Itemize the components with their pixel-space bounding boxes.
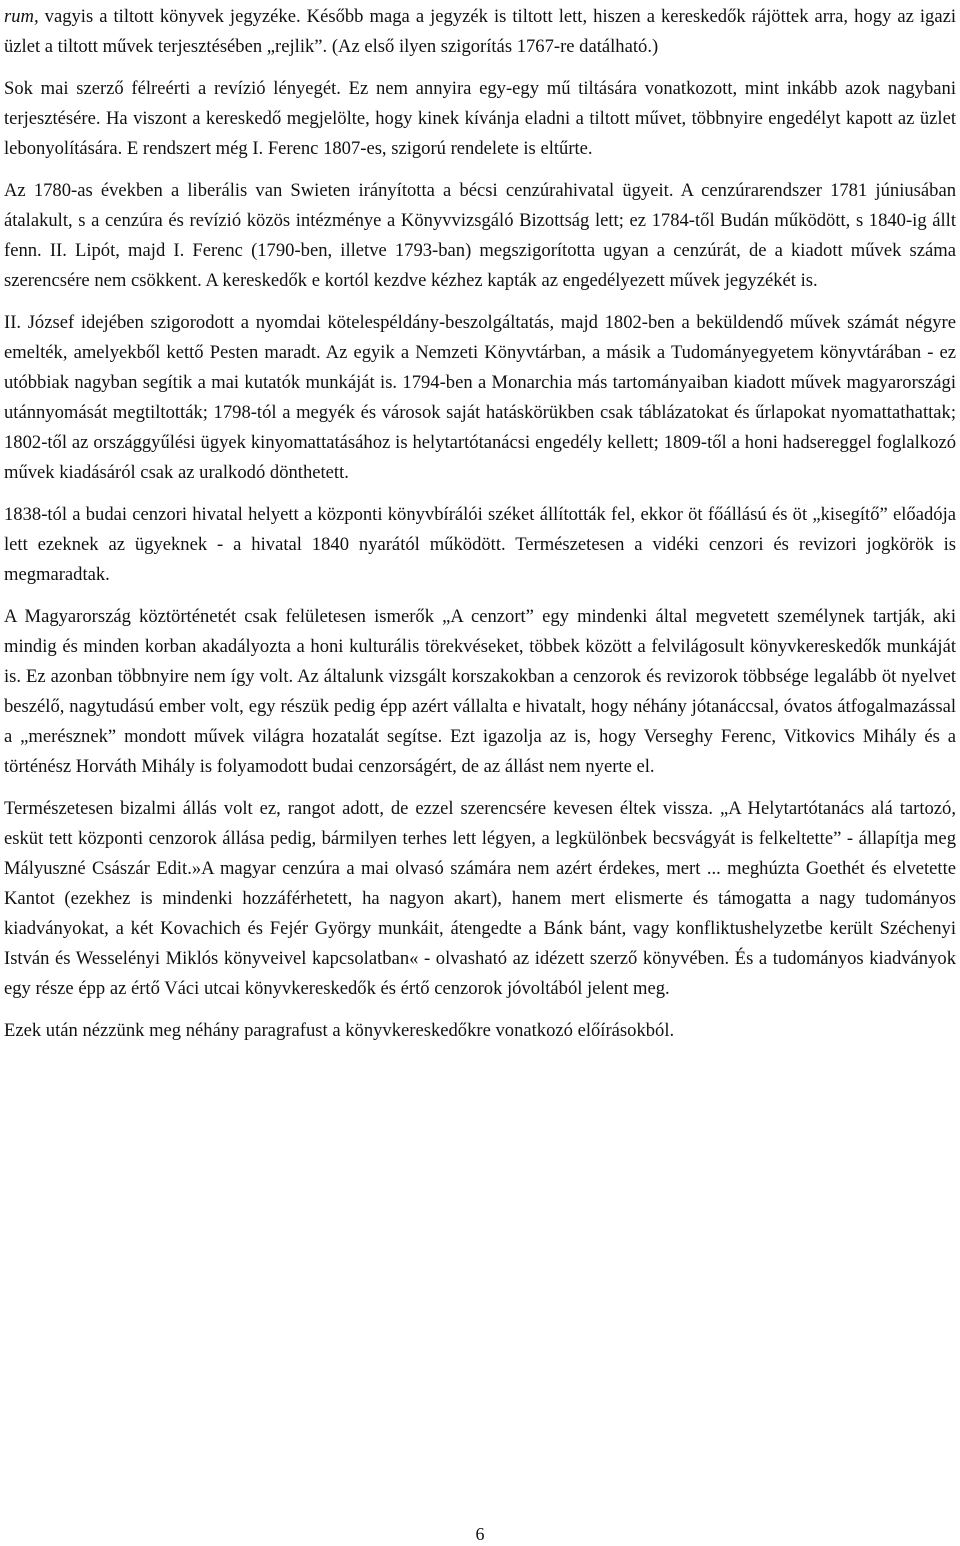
page-number: 6 <box>475 1524 485 1544</box>
paragraph-8: Ezek után nézzünk meg néhány paragrafust a könyvkereskedőkre vonatkozó előírásokból. <box>4 1020 675 1041</box>
paragraph-1-text: vagyis a tiltott könyvek jegyzéke. Később maga a jegyzék is tiltott lett, hiszen a kereskedők rájöttek arra, hogy az igazi üzlet a tiltott művek terjesztésében „rejlik”. (Az első ilyen szigorítás 1767-re datálható.) <box>4 6 956 57</box>
paragraph-1 <box>4 2 956 62</box>
body-text <box>4 0 956 1046</box>
paragraph-1-italic-prefix: rum, <box>4 6 39 27</box>
paragraph-4: II. József idejében szigorodott a nyomdai kötelespéldány-beszolgáltatás, majd 1802-ben a beküldendő művek számát négyre emelték, amelyekből kettő Pesten maradt. Az egyik a Nemzeti Könyvtárban, a másik a Tudományegyetem könyvtárában - ez utóbbiak nagyban segítik a mai kutatók munkáját is. 1794-ben a Monarchia más tartományaiban kiadott művek magyarországi utánnyomását megtiltották; 1798-tól a megyék és városok saját hatáskörükben csak táblázatokat és űrlapokat nyomattathattak; 1802-től az országgyűlési ügyek kinyomattatásához is helytartótanácsi engedély kellett; 1809-től a honi hadsereggel foglalkozó művek kiadásáról csak az uralkodó dönthetett. <box>4 312 956 483</box>
paragraph-6: A Magyarország köztörténetét csak felületesen ismerők „A cenzort” egy mindenki által megvetett személynek tartják, aki mindig és minden korban akadályozta a honi kulturális törekvéseket, többek között a felvilágosult könyvkereskedők munkáját is. Ez azonban többnyire nem így volt. Az általunk vizsgált korszakokban a cenzorok és revizorok többsége legalább öt nyelvet beszélő, nagytudású ember volt, egy részük pedig épp azért vállalta e hivatalt, hogy néhány jótanáccsal, óvatos átfogalmazással a „merésznek” mondott művek világra hozatalát segítse. Ezt igazolja az is, hogy Verseghy Ferenc, Vitkovics Mihály és a történész Horváth Mihály is folyamodott budai cenzorságért, de az állást nem nyerte el. <box>4 606 956 777</box>
paragraph-2: Sok mai szerző félreérti a revízió lényegét. Ez nem annyira egy-egy mű tiltására vonatkozott, mint inkább azok nagybani terjesztésére. Ha viszont a kereskedő megjelölte, hogy kinek kívánja eladni a tiltott művet, többnyire engedélyt kapott az üzlet lebonyolítására. E rendszert még I. Ferenc 1807-es, szigorú rendelete is eltűrte. <box>4 78 956 159</box>
paragraph-3: Az 1780-as években a liberális van Swieten irányította a bécsi cenzúrahivatal ügyeit. A cenzúrarendszer 1781 júniusában átalakult, s a cenzúra és revízió közös intézménye a Könyvvizsgáló Bizottság lett; ez 1784-től Budán működött, s 1840-ig állt fenn. II. Lipót, majd I. Ferenc (1790-ben, illetve 1793-ban) megszigorította ugyan a cenzúrát, de a kiadott művek száma szerencsére nem csökkent. A kereskedők e kortól kezdve kézhez kapták az engedélyezett művek jegyzékét is. <box>4 180 956 291</box>
paragraph-5: 1838-tól a budai cenzori hivatal helyett a központi könyvbírálói széket állították fel, ekkor öt főállású és öt „kisegítő” előadója lett ezeknek az ügyeknek - a hivatal 1840 nyarától működött. Természetesen a vidéki cenzori és revizori jogkörök is megmaradtak. <box>4 504 956 585</box>
paragraph-7: Természetesen bizalmi állás volt ez, rangot adott, de ezzel szerencsére kevesen éltek vissza. „A Helytartótanács alá tartozó, esküt tett központi cenzorok állása pedig, bármilyen terhes lett légyen, a legkülönbek becsvágyát is felkeltette” - állapítja meg Mályuszné Császár Edit.»A magyar cenzúra a mai olvasó számára nem azért érdekes, mert ... meghúzta Goethét és elvetette Kantot (ezekhez is mindenki hozzáférhetett, ha nagyon akart), hanem mert elismerte és támogatta a nagy tudományos kiadványokat, a két Kovachich és Fejér György munkáit, átengedte a Bánk bánt, vagy konfliktushelyzetbe került Széchenyi István és Wesselényi Miklós könyveivel kapcsolatban« - olvasható az idézett szerző könyvében. És a tudományos kiadványok egy része épp az értő Váci utcai könyvkereskedők és értő cenzorok jóvoltából jelent meg. <box>4 798 956 999</box>
